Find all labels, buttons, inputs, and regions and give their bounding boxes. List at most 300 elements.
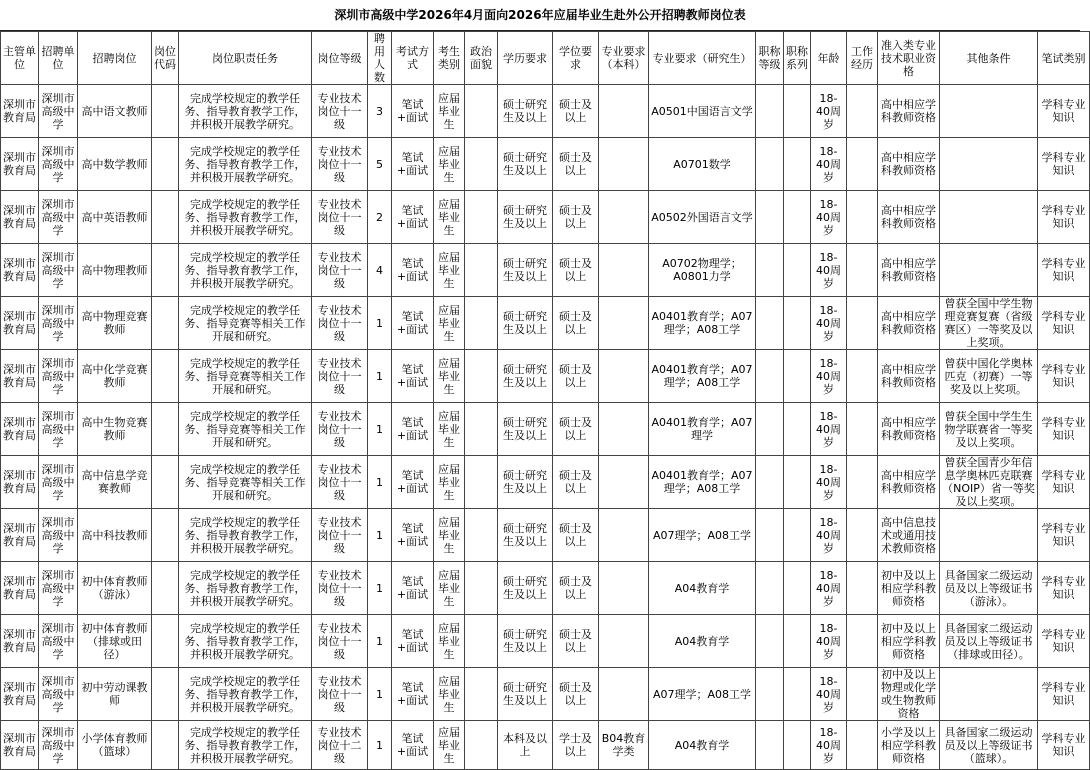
cell-text: 1	[376, 687, 383, 701]
cell-text: 18-40周岁	[816, 144, 841, 184]
cell-text: 曾获全国中学生生物学联赛省一等奖及以上奖项。	[944, 409, 1033, 449]
cell-position-code	[152, 721, 179, 770]
cell-text: 学科专业知识	[1041, 204, 1086, 230]
cell-candidate-type	[434, 562, 465, 615]
cell-text: 硕士及以上	[559, 416, 592, 442]
cell-post-level	[312, 85, 368, 138]
cell-exam-category	[1038, 244, 1090, 297]
cell-duty	[179, 509, 312, 562]
header-cell: 学历要求	[498, 32, 553, 85]
cell-text: 专业技术岗位十一级	[317, 568, 362, 608]
cell-position-code	[152, 191, 179, 244]
cell-major-grad	[649, 668, 756, 721]
cell-other-conditions	[940, 456, 1038, 509]
cell-text: 具备国家二级运动员及以上等级证书（游泳）。	[944, 568, 1033, 608]
cell-work-experience	[847, 85, 878, 138]
cell-post-level	[312, 244, 368, 297]
cell-other-conditions	[940, 350, 1038, 403]
table-body	[1, 85, 1090, 770]
cell-text: 本科及以上	[503, 732, 547, 758]
cell-post-level	[312, 297, 368, 350]
cell-other-conditions	[940, 403, 1038, 456]
cell-education	[498, 297, 553, 350]
cell-text: 高中相应学科教师资格	[881, 363, 936, 389]
cell-supervising-unit	[1, 456, 39, 509]
cell-supervising-unit	[1, 668, 39, 721]
cell-title-series	[784, 721, 811, 770]
cell-other-conditions	[940, 244, 1038, 297]
cell-position-code	[152, 509, 179, 562]
cell-work-experience	[847, 509, 878, 562]
cell-text: 应届毕业生	[438, 250, 460, 290]
cell-title-series	[784, 456, 811, 509]
cell-text: 完成学校规定的教学任务、指导竞赛等相关工作开展和研究。	[184, 462, 306, 502]
cell-duty	[179, 85, 312, 138]
cell-text: 深圳市教育局	[3, 628, 36, 654]
cell-text: 硕士及以上	[559, 204, 592, 230]
cell-major-undergrad	[599, 191, 649, 244]
cell-text: 笔试+面试	[396, 628, 429, 654]
cell-duty	[179, 350, 312, 403]
cell-title-level	[756, 562, 784, 615]
cell-text: A0401教育学；A07理学；A08工学	[651, 363, 753, 389]
cell-education	[498, 668, 553, 721]
cell-political-status	[465, 85, 498, 138]
cell-headcount	[368, 85, 392, 138]
cell-degree	[553, 721, 599, 770]
cell-education	[498, 85, 553, 138]
cell-headcount	[368, 721, 392, 770]
header-cell: 年龄	[811, 32, 847, 85]
cell-education	[498, 456, 553, 509]
cell-text: 18-40周岁	[816, 725, 841, 765]
cell-degree	[553, 138, 599, 191]
cell-political-status	[465, 509, 498, 562]
cell-position-code	[152, 403, 179, 456]
cell-text: 18-40周岁	[816, 91, 841, 131]
cell-position-code	[152, 562, 179, 615]
cell-text: 硕士研究生及以上	[503, 310, 547, 336]
cell-text: 深圳市教育局	[3, 469, 36, 495]
cell-degree	[553, 403, 599, 456]
cell-age	[811, 191, 847, 244]
cell-text: 硕士研究生及以上	[503, 575, 547, 601]
cell-text: 曾获全国青少年信息学奥林匹克联赛（NOIP）省一等奖及以上奖项。	[942, 456, 1035, 508]
cell-text: 1	[376, 369, 383, 383]
cell-headcount	[368, 403, 392, 456]
cell-major-grad	[649, 191, 756, 244]
cell-supervising-unit	[1, 350, 39, 403]
cell-text: 专业技术岗位十一级	[317, 144, 362, 184]
cell-post-level	[312, 191, 368, 244]
header-cell: 政治面貌	[465, 32, 498, 85]
cell-text: 小学体育教师（篮球）	[81, 732, 148, 758]
header-cell: 聘用人数	[368, 32, 392, 85]
cell-position-name	[78, 615, 152, 668]
cell-exam-category	[1038, 297, 1090, 350]
cell-major-undergrad	[599, 721, 649, 770]
cell-text: A0502外国语言文学	[651, 210, 753, 224]
cell-title-series	[784, 350, 811, 403]
cell-text: 高中物理教师	[81, 263, 148, 277]
cell-major-grad	[649, 350, 756, 403]
cell-title-level	[756, 85, 784, 138]
cell-exam-method	[392, 562, 434, 615]
cell-other-conditions	[940, 509, 1038, 562]
cell-education	[498, 350, 553, 403]
cell-text: 应届毕业生	[438, 674, 460, 714]
cell-title-level	[756, 721, 784, 770]
cell-major-grad	[649, 509, 756, 562]
cell-work-experience	[847, 615, 878, 668]
cell-political-status	[465, 456, 498, 509]
cell-hiring-unit	[39, 85, 78, 138]
cell-degree	[553, 668, 599, 721]
cell-education	[498, 562, 553, 615]
cell-work-experience	[847, 403, 878, 456]
cell-text: 高中相应学科教师资格	[881, 204, 936, 230]
header-cell: 岗位等级	[312, 32, 368, 85]
cell-title-level	[756, 615, 784, 668]
cell-age	[811, 350, 847, 403]
cell-text: 深圳市教育局	[3, 98, 36, 124]
cell-duty	[179, 403, 312, 456]
cell-text: 硕士及以上	[559, 363, 592, 389]
cell-text: 完成学校规定的教学任务、指导教育教学工作，并积极开展教学研究。	[184, 250, 306, 290]
cell-text: 硕士及以上	[559, 681, 592, 707]
cell-text: 学科专业知识	[1041, 98, 1086, 124]
header-cell: 招聘岗位	[78, 32, 152, 85]
cell-major-grad	[649, 138, 756, 191]
cell-text: 高中相应学科教师资格	[881, 151, 936, 177]
cell-age	[811, 668, 847, 721]
cell-headcount	[368, 297, 392, 350]
cell-degree	[553, 244, 599, 297]
cell-duty	[179, 456, 312, 509]
cell-text: 完成学校规定的教学任务、指导教育教学工作，并积极开展教学研究。	[184, 621, 306, 661]
cell-other-conditions	[940, 85, 1038, 138]
cell-supervising-unit	[1, 138, 39, 191]
cell-education	[498, 191, 553, 244]
cell-text: 曾获全国中学生物理竞赛复赛（省级赛区）一等奖及以上奖项。	[944, 297, 1033, 349]
cell-education	[498, 509, 553, 562]
cell-text: 学科专业知识	[1041, 257, 1086, 283]
cell-text: 5	[376, 157, 383, 171]
cell-text: 小学及以上相应学科教师资格	[881, 725, 936, 765]
cell-candidate-type	[434, 244, 465, 297]
cell-text: 专业技术岗位十一级	[317, 515, 362, 555]
cell-headcount	[368, 244, 392, 297]
cell-hiring-unit	[39, 138, 78, 191]
cell-age	[811, 403, 847, 456]
recruitment-table	[0, 31, 1090, 770]
cell-text: A0401教育学；A07理学；A08工学	[651, 469, 753, 495]
cell-text: 完成学校规定的教学任务、指导竞赛等相关工作开展和研究。	[184, 409, 306, 449]
cell-exam-method	[392, 85, 434, 138]
cell-headcount	[368, 668, 392, 721]
cell-text: 高中数学教师	[81, 157, 148, 171]
cell-text: A04教育学	[674, 634, 730, 648]
cell-text: 硕士及以上	[559, 522, 592, 548]
cell-text: 深圳市高级中学	[41, 725, 75, 765]
cell-text: 笔试+面试	[396, 681, 429, 707]
cell-text: 学科专业知识	[1041, 681, 1086, 707]
cell-text: 硕士研究生及以上	[503, 628, 547, 654]
cell-text: 完成学校规定的教学任务、指导教育教学工作，并积极开展教学研究。	[184, 725, 306, 765]
cell-candidate-type	[434, 350, 465, 403]
cell-supervising-unit	[1, 244, 39, 297]
cell-text: 深圳市教育局	[3, 257, 36, 283]
cell-text: 学科专业知识	[1041, 575, 1086, 601]
cell-text: 高中相应学科教师资格	[881, 416, 936, 442]
cell-title-series	[784, 403, 811, 456]
cell-work-experience	[847, 191, 878, 244]
cell-post-level	[312, 138, 368, 191]
cell-hiring-unit	[39, 350, 78, 403]
cell-title-series	[784, 244, 811, 297]
cell-text: 完成学校规定的教学任务、指导教育教学工作，并积极开展教学研究。	[184, 91, 306, 131]
cell-duty	[179, 244, 312, 297]
cell-text: 硕士研究生及以上	[503, 416, 547, 442]
cell-text: 应届毕业生	[438, 568, 460, 608]
cell-degree	[553, 297, 599, 350]
cell-text: 应届毕业生	[438, 197, 460, 237]
cell-text: 硕士研究生及以上	[503, 363, 547, 389]
table-row	[1, 85, 1090, 138]
header-cell: 学位要求	[553, 32, 599, 85]
cell-exam-category	[1038, 721, 1090, 770]
cell-title-level	[756, 244, 784, 297]
cell-text: 专业技术岗位十一级	[317, 674, 362, 714]
cell-candidate-type	[434, 668, 465, 721]
cell-age	[811, 615, 847, 668]
cell-text: A07理学；A08工学	[652, 687, 752, 701]
cell-text: 深圳市高级中学	[41, 144, 75, 184]
cell-text: 18-40周岁	[816, 250, 841, 290]
cell-post-level	[312, 509, 368, 562]
cell-text: 18-40周岁	[816, 621, 841, 661]
cell-text: 硕士研究生及以上	[503, 151, 547, 177]
cell-text: 18-40周岁	[816, 674, 841, 714]
cell-work-experience	[847, 297, 878, 350]
cell-degree	[553, 85, 599, 138]
cell-text: A07理学；A08工学	[652, 528, 752, 542]
cell-text: 硕士研究生及以上	[503, 522, 547, 548]
cell-age	[811, 721, 847, 770]
cell-age	[811, 456, 847, 509]
cell-text: 具备国家二级运动员及以上等级证书（篮球）。	[944, 725, 1033, 765]
cell-text: 硕士研究生及以上	[503, 204, 547, 230]
cell-supervising-unit	[1, 403, 39, 456]
cell-text: 应届毕业生	[438, 356, 460, 396]
table-title: 深圳市高级中学2026年4月面向2026年应届毕业生赴外公开招聘教师岗位表	[0, 0, 1080, 31]
cell-text: 专业技术岗位十一级	[317, 250, 362, 290]
table-row	[1, 668, 1090, 721]
cell-hiring-unit	[39, 721, 78, 770]
cell-text: 应届毕业生	[438, 91, 460, 131]
cell-supervising-unit	[1, 562, 39, 615]
cell-qualification	[878, 403, 940, 456]
cell-position-code	[152, 668, 179, 721]
cell-text: 初中及以上相应学科教师资格	[881, 621, 936, 661]
cell-position-code	[152, 615, 179, 668]
table-row	[1, 403, 1090, 456]
cell-text: 专业技术岗位十一级	[317, 303, 362, 343]
table-row	[1, 297, 1090, 350]
cell-text: 完成学校规定的教学任务、指导教育教学工作，并积极开展教学研究。	[184, 197, 306, 237]
header-cell: 考生类别	[434, 32, 465, 85]
cell-exam-category	[1038, 509, 1090, 562]
cell-exam-method	[392, 615, 434, 668]
cell-title-level	[756, 668, 784, 721]
cell-text: 深圳市教育局	[3, 363, 36, 389]
cell-text: 18-40周岁	[816, 303, 841, 343]
cell-text: 硕士研究生及以上	[503, 98, 547, 124]
cell-text: 专业技术岗位十一级	[317, 409, 362, 449]
cell-work-experience	[847, 138, 878, 191]
cell-qualification	[878, 244, 940, 297]
cell-text: 深圳市高级中学	[41, 621, 75, 661]
cell-text: 3	[376, 104, 383, 118]
cell-text: 笔试+面试	[396, 732, 429, 758]
cell-post-level	[312, 721, 368, 770]
cell-political-status	[465, 138, 498, 191]
cell-exam-method	[392, 721, 434, 770]
cell-major-grad	[649, 456, 756, 509]
cell-political-status	[465, 562, 498, 615]
cell-text: 1	[376, 422, 383, 436]
cell-exam-method	[392, 138, 434, 191]
cell-political-status	[465, 244, 498, 297]
cell-text: 深圳市高级中学	[41, 356, 75, 396]
cell-candidate-type	[434, 138, 465, 191]
cell-exam-method	[392, 403, 434, 456]
cell-major-undergrad	[599, 85, 649, 138]
cell-political-status	[465, 350, 498, 403]
cell-text: 专业技术岗位十一级	[317, 356, 362, 396]
cell-title-level	[756, 297, 784, 350]
cell-exam-category	[1038, 191, 1090, 244]
cell-text: 深圳市高级中学	[41, 568, 75, 608]
cell-text: 笔试+面试	[396, 98, 429, 124]
cell-position-code	[152, 244, 179, 297]
cell-exam-category	[1038, 403, 1090, 456]
cell-duty	[179, 668, 312, 721]
cell-text: 1	[376, 316, 383, 330]
cell-position-name	[78, 244, 152, 297]
cell-text: 应届毕业生	[438, 725, 460, 765]
cell-text: 高中相应学科教师资格	[881, 98, 936, 124]
cell-text: 初中及以上相应学科教师资格	[881, 568, 936, 608]
cell-text: 完成学校规定的教学任务、指导教育教学工作，并积极开展教学研究。	[184, 144, 306, 184]
cell-major-grad	[649, 721, 756, 770]
cell-text: 完成学校规定的教学任务、指导教育教学工作，并积极开展教学研究。	[184, 515, 306, 555]
cell-text: 笔试+面试	[396, 416, 429, 442]
cell-text: 深圳市教育局	[3, 310, 36, 336]
cell-position-name	[78, 456, 152, 509]
cell-exam-method	[392, 297, 434, 350]
cell-text: 深圳市高级中学	[41, 91, 75, 131]
cell-text: 初中及以上物理或化学或生物教师资格	[881, 668, 936, 720]
cell-post-level	[312, 456, 368, 509]
cell-text: 18-40周岁	[816, 356, 841, 396]
cell-text: 18-40周岁	[816, 409, 841, 449]
cell-supervising-unit	[1, 615, 39, 668]
cell-major-grad	[649, 403, 756, 456]
cell-text: 笔试+面试	[396, 469, 429, 495]
cell-age	[811, 509, 847, 562]
cell-position-name	[78, 509, 152, 562]
cell-exam-category	[1038, 615, 1090, 668]
header-cell: 岗位代码	[152, 32, 179, 85]
cell-text: 深圳市教育局	[3, 522, 36, 548]
cell-text: 1	[376, 475, 383, 489]
header-cell: 其他条件	[940, 32, 1038, 85]
cell-political-status	[465, 668, 498, 721]
cell-text: 深圳市教育局	[3, 416, 36, 442]
cell-candidate-type	[434, 615, 465, 668]
cell-text: 18-40周岁	[816, 515, 841, 555]
cell-exam-category	[1038, 456, 1090, 509]
cell-candidate-type	[434, 297, 465, 350]
cell-text: 18-40周岁	[816, 197, 841, 237]
cell-exam-method	[392, 456, 434, 509]
cell-text: 高中科技教师	[81, 528, 148, 542]
cell-qualification	[878, 191, 940, 244]
cell-major-undergrad	[599, 509, 649, 562]
cell-position-name	[78, 562, 152, 615]
cell-text: 高中语文教师	[81, 104, 148, 118]
table-row	[1, 562, 1090, 615]
cell-duty	[179, 138, 312, 191]
cell-text: 笔试+面试	[396, 257, 429, 283]
cell-position-code	[152, 297, 179, 350]
cell-other-conditions	[940, 297, 1038, 350]
cell-supervising-unit	[1, 85, 39, 138]
cell-candidate-type	[434, 403, 465, 456]
cell-text: 曾获中国化学奥林匹克（初赛）一等奖及以上奖项。	[944, 356, 1033, 396]
cell-work-experience	[847, 562, 878, 615]
cell-text: 学科专业知识	[1041, 363, 1086, 389]
cell-supervising-unit	[1, 509, 39, 562]
cell-text: 18-40周岁	[816, 462, 841, 502]
cell-qualification	[878, 615, 940, 668]
cell-position-code	[152, 456, 179, 509]
cell-qualification	[878, 668, 940, 721]
cell-major-undergrad	[599, 456, 649, 509]
cell-title-level	[756, 456, 784, 509]
cell-title-level	[756, 403, 784, 456]
cell-exam-category	[1038, 668, 1090, 721]
cell-headcount	[368, 456, 392, 509]
table-row	[1, 191, 1090, 244]
cell-headcount	[368, 509, 392, 562]
cell-headcount	[368, 138, 392, 191]
cell-candidate-type	[434, 721, 465, 770]
cell-work-experience	[847, 721, 878, 770]
cell-hiring-unit	[39, 668, 78, 721]
cell-text: B04教育学类	[601, 732, 646, 758]
table-row	[1, 456, 1090, 509]
cell-text: 初中体育教师（游泳）	[81, 575, 148, 601]
cell-text: A0501中国语言文学	[651, 104, 753, 118]
cell-text: 深圳市高级中学	[41, 674, 75, 714]
cell-major-grad	[649, 85, 756, 138]
cell-hiring-unit	[39, 244, 78, 297]
cell-major-grad	[649, 244, 756, 297]
cell-position-name	[78, 85, 152, 138]
cell-position-name	[78, 138, 152, 191]
